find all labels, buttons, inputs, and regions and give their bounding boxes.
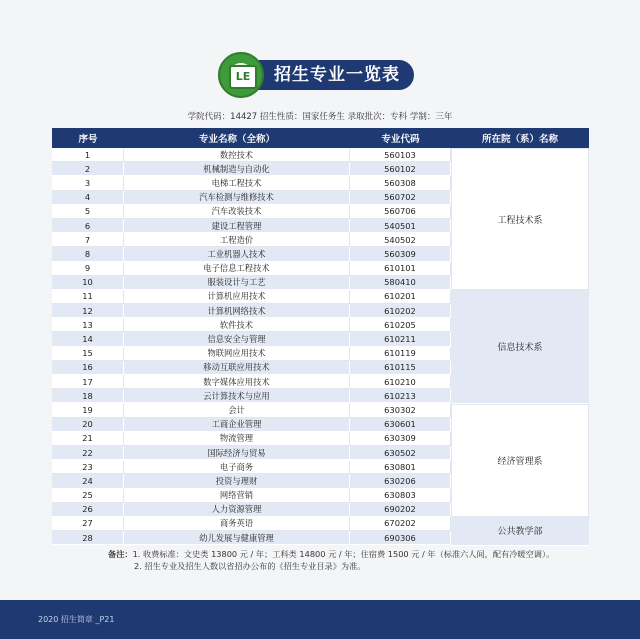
row-major-name: 计算机应用技术 <box>124 290 350 304</box>
table-row <box>52 205 451 219</box>
row-major-name: 国际经济与贸易 <box>124 446 350 460</box>
row-major-code: 610201 <box>350 290 451 304</box>
majors-table <box>52 128 589 546</box>
table-body <box>52 148 589 546</box>
row-major-name: 移动互联应用技术 <box>124 361 350 375</box>
row-no: 19 <box>52 403 124 417</box>
row-major-name: 计算机网络技术 <box>124 304 350 318</box>
row-no: 17 <box>52 375 124 389</box>
page-title: 招生专业一览表 <box>258 60 414 90</box>
department-cell: 工程技术系 <box>451 148 589 290</box>
page-header <box>218 50 414 100</box>
row-major-name: 电子商务 <box>124 460 350 474</box>
row-major-name: 服装设计与工艺 <box>124 276 350 290</box>
row-no: 3 <box>52 176 124 190</box>
row-major-code: 630803 <box>350 489 451 503</box>
row-major-code: 610211 <box>350 332 451 346</box>
row-major-code: 560308 <box>350 176 451 190</box>
row-major-name: 云计算技术与应用 <box>124 389 350 403</box>
table-row <box>52 403 451 417</box>
row-major-code: 560706 <box>350 205 451 219</box>
row-no: 23 <box>52 460 124 474</box>
row-no: 1 <box>52 148 124 162</box>
row-major-name: 商务英语 <box>124 517 350 531</box>
table-row <box>52 290 451 304</box>
row-major-name: 数控技术 <box>124 148 350 162</box>
row-major-name: 数字媒体应用技术 <box>124 375 350 389</box>
row-major-code: 610213 <box>350 389 451 403</box>
row-major-code: 630502 <box>350 446 451 460</box>
col-header-dept: 所在院（系）名称 <box>481 134 558 145</box>
row-major-name: 投资与理财 <box>124 474 350 488</box>
col-header-no: 序号 <box>78 134 98 145</box>
table-row <box>52 531 451 545</box>
row-major-code: 630801 <box>350 460 451 474</box>
row-major-name: 会计 <box>124 403 350 417</box>
row-no: 14 <box>52 332 124 346</box>
table-rows <box>52 148 451 546</box>
table-row <box>52 176 451 190</box>
row-major-name: 工商企业管理 <box>124 418 350 432</box>
table-row <box>52 233 451 247</box>
row-major-code: 630206 <box>350 474 451 488</box>
row-major-code: 560102 <box>350 162 451 176</box>
table-row <box>52 191 451 205</box>
row-major-code: 630302 <box>350 403 451 417</box>
col-header-name: 专业名称（全称） <box>198 134 275 145</box>
row-major-code: 560702 <box>350 191 451 205</box>
department-cell: 信息技术系 <box>451 290 589 404</box>
table-row <box>52 219 451 233</box>
row-no: 12 <box>52 304 124 318</box>
row-major-code: 540501 <box>350 219 451 233</box>
table-row <box>52 503 451 517</box>
row-no: 16 <box>52 361 124 375</box>
row-no: 26 <box>52 503 124 517</box>
table-row <box>52 247 451 261</box>
row-no: 7 <box>52 233 124 247</box>
notes <box>108 548 554 572</box>
row-no: 5 <box>52 205 124 219</box>
row-major-name: 软件技术 <box>124 318 350 332</box>
college-logo-icon <box>218 52 264 98</box>
department-cell: 经济管理系 <box>451 404 589 518</box>
table-row <box>52 460 451 474</box>
page-number: 2020 招生简章 _P21 <box>38 615 115 624</box>
row-major-code: 610119 <box>350 347 451 361</box>
table-header <box>52 128 589 148</box>
row-major-name: 网络营销 <box>124 489 350 503</box>
col-header-code: 专业代码 <box>381 134 420 145</box>
row-major-code: 580410 <box>350 276 451 290</box>
row-no: 18 <box>52 389 124 403</box>
row-major-code: 610202 <box>350 304 451 318</box>
row-major-name: 物联网应用技术 <box>124 347 350 361</box>
table-row <box>52 432 451 446</box>
row-no: 15 <box>52 347 124 361</box>
row-major-code: 540502 <box>350 233 451 247</box>
row-no: 21 <box>52 432 124 446</box>
row-major-name: 电子信息工程技术 <box>124 262 350 276</box>
row-major-name: 工业机器人技术 <box>124 247 350 261</box>
row-major-code: 610115 <box>350 361 451 375</box>
row-major-code: 560103 <box>350 148 451 162</box>
row-major-code: 670202 <box>350 517 451 531</box>
row-no: 13 <box>52 318 124 332</box>
table-row <box>52 332 451 346</box>
logo-mark: LE <box>229 65 257 89</box>
table-row <box>52 375 451 389</box>
department-cell: 公共教学部 <box>451 517 589 545</box>
row-major-code: 630309 <box>350 432 451 446</box>
row-no: 6 <box>52 219 124 233</box>
row-major-code: 630601 <box>350 418 451 432</box>
row-major-name: 汽车改装技术 <box>124 205 350 219</box>
table-row <box>52 446 451 460</box>
row-major-name: 汽车检测与维修技术 <box>124 191 350 205</box>
row-no: 25 <box>52 489 124 503</box>
row-no: 9 <box>52 262 124 276</box>
row-no: 27 <box>52 517 124 531</box>
row-major-code: 610205 <box>350 318 451 332</box>
row-major-name: 工程造价 <box>124 233 350 247</box>
admission-meta: 学院代码：14427 招生性质：国家任务生 录取批次：专科 学制：三年 <box>187 112 453 122</box>
note-catalog: 2. 招生专业及招生人数以省招办公布的《招生专业目录》为准。 <box>134 561 366 571</box>
table-row <box>52 318 451 332</box>
row-no: 2 <box>52 162 124 176</box>
table-row <box>52 517 451 531</box>
row-major-name: 信息安全与管理 <box>124 332 350 346</box>
page-footer <box>0 600 640 639</box>
row-major-name: 物流管理 <box>124 432 350 446</box>
row-no: 11 <box>52 290 124 304</box>
row-major-name: 人力资源管理 <box>124 503 350 517</box>
row-major-name: 幼儿发展与健康管理 <box>124 531 350 545</box>
department-column <box>451 148 589 546</box>
row-no: 4 <box>52 191 124 205</box>
row-no: 24 <box>52 474 124 488</box>
table-row <box>52 304 451 318</box>
table-row <box>52 418 451 432</box>
row-no: 8 <box>52 247 124 261</box>
row-no: 28 <box>52 531 124 545</box>
table-row <box>52 262 451 276</box>
row-major-code: 610210 <box>350 375 451 389</box>
table-row <box>52 347 451 361</box>
row-major-name: 建设工程管理 <box>124 219 350 233</box>
row-major-code: 690306 <box>350 531 451 545</box>
table-row <box>52 474 451 488</box>
notes-label: 备注： <box>108 549 133 559</box>
row-major-name: 机械制造与自动化 <box>124 162 350 176</box>
table-row <box>52 489 451 503</box>
table-row <box>52 162 451 176</box>
row-major-code: 560309 <box>350 247 451 261</box>
row-no: 22 <box>52 446 124 460</box>
row-no: 10 <box>52 276 124 290</box>
row-no: 20 <box>52 418 124 432</box>
table-row <box>52 361 451 375</box>
table-row <box>52 276 451 290</box>
row-major-code: 610101 <box>350 262 451 276</box>
row-major-name: 电梯工程技术 <box>124 176 350 190</box>
row-major-code: 690202 <box>350 503 451 517</box>
table-row <box>52 389 451 403</box>
table-row <box>52 148 451 162</box>
note-fees: 1. 收费标准：文史类 13800 元 / 年；工科类 14800 元 / 年；住宿费 1500 元 / 年（标准六人间，配有冷暖空调）。 <box>132 549 555 559</box>
